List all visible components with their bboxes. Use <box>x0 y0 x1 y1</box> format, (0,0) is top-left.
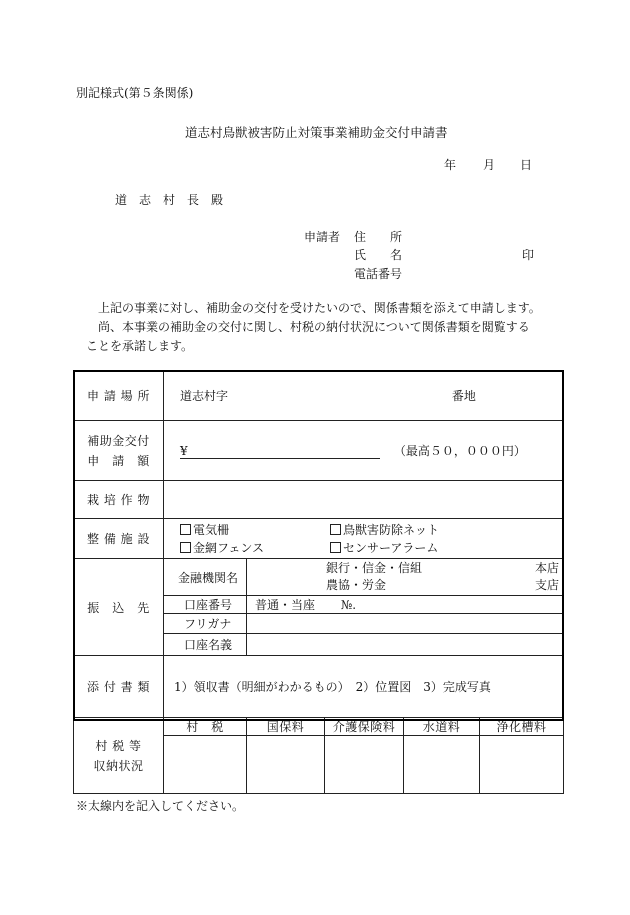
branch-sub: 支店 <box>535 578 560 592</box>
body-text-line-1: 上記の事業に対し、補助金の交付を受けたいので、関係書類を添えて申請します。 <box>98 301 541 315</box>
attachments-list: 1）領収書（明細がわかるもの） 2）位置図 3）完成写真 <box>164 656 564 718</box>
checkbox-icon <box>330 542 341 553</box>
date-month-label: 月 <box>483 158 496 172</box>
facility-option-label: 鳥獣害防除ネット <box>343 522 440 537</box>
tax-column-health-insurance: 国保料 <box>247 718 325 736</box>
tax-label-line-2: 収納状況 <box>93 758 144 773</box>
checkbox-icon <box>180 524 191 535</box>
facility-options-line-1 <box>180 521 559 539</box>
body-text-line-3: ことを承諾します。 <box>86 339 194 353</box>
checkbox-icon <box>180 542 191 553</box>
date-year-label: 年 <box>444 158 457 172</box>
crop-field[interactable] <box>164 481 564 519</box>
application-form-table <box>73 370 564 794</box>
amount-label-line-2: 申 請 額 <box>87 453 150 468</box>
tax-header-row <box>74 718 564 736</box>
bank-name-field[interactable] <box>247 559 564 596</box>
facility-options <box>164 519 564 559</box>
location-prefix: 道志村字 <box>180 389 229 403</box>
applicant-address-label: 住 所 <box>354 230 403 244</box>
tax-label <box>74 718 164 794</box>
attachments-label: 添 付 書 類 <box>74 656 164 718</box>
facility-option-sensor[interactable] <box>330 541 438 555</box>
tax-label-line-1: 村 税 等 <box>95 738 142 753</box>
tax-column-care-insurance: 介護保険料 <box>325 718 404 736</box>
branch-main: 本店 <box>535 561 560 575</box>
body-text-line-2: 尚、本事業の補助金の交付に関し、村税の納付状況について関係書類を閲覧する <box>98 320 530 334</box>
facility-option-electric-fence[interactable] <box>180 521 330 539</box>
document-title: 道志村鳥獣被害防止対策事業補助金交付申請書 <box>185 125 448 140</box>
facility-option-wire-fence[interactable] <box>180 539 330 557</box>
tax-cell-care-insurance[interactable] <box>325 736 404 794</box>
account-type: 普通・当座 <box>255 598 316 612</box>
crop-row <box>74 481 564 519</box>
addressee: 道 志 村 長 殿 <box>115 193 224 207</box>
facility-row <box>74 519 564 559</box>
date-day-label: 日 <box>520 158 533 172</box>
amount-label-line-1: 補助金交付 <box>87 433 150 448</box>
facility-option-net[interactable] <box>330 523 439 537</box>
applicant-name-label: 氏 名 <box>354 248 403 262</box>
facility-options-line-2 <box>180 539 559 557</box>
amount-field[interactable] <box>164 421 564 481</box>
facility-option-label: 金網フェンス <box>193 540 265 555</box>
form-label: 別記様式(第５条関係) <box>76 86 194 100</box>
tax-column-septic: 浄化槽料 <box>480 718 564 736</box>
facility-option-label: センサーアラーム <box>343 540 439 555</box>
amount-note: （最高５０，０００円） <box>393 444 526 458</box>
tax-column-village-tax: 村 税 <box>164 718 247 736</box>
furigana-field[interactable] <box>247 614 564 634</box>
checkbox-icon <box>330 524 341 535</box>
tax-cell-septic[interactable] <box>480 736 564 794</box>
footer-note: ※太線内を記入してください。 <box>76 799 245 813</box>
bank-types-2: 農協・労金 <box>326 578 387 592</box>
account-number-label: 口座番号 <box>164 596 247 614</box>
tax-cell-water[interactable] <box>404 736 480 794</box>
account-no-label: №. <box>340 598 357 612</box>
bank-row <box>74 559 564 596</box>
applicant-phone-label: 電話番号 <box>354 267 403 281</box>
applicant-label: 申請者 <box>304 230 341 244</box>
account-name-label: 口座名義 <box>164 634 247 656</box>
facility-option-label: 電気柵 <box>193 522 230 537</box>
location-suffix: 番地 <box>451 389 476 403</box>
amount-label <box>74 421 164 481</box>
bank-types-line-1 <box>251 560 559 577</box>
account-number-field[interactable] <box>247 596 564 614</box>
crop-label: 栽 培 作 物 <box>74 481 164 519</box>
account-name-field[interactable] <box>247 634 564 656</box>
attachments-row <box>74 656 564 718</box>
bank-name-label: 金融機関名 <box>164 559 247 596</box>
transfer-label: 振 込 先 <box>74 559 164 656</box>
facility-label: 整 備 施 設 <box>74 519 164 559</box>
tax-cell-health-insurance[interactable] <box>247 736 325 794</box>
seal-mark: 印 <box>522 248 535 262</box>
amount-row <box>74 421 564 481</box>
tax-column-water: 水道料 <box>404 718 480 736</box>
location-field[interactable] <box>164 371 564 421</box>
tax-cell-village-tax[interactable] <box>164 736 247 794</box>
location-row <box>74 371 564 421</box>
location-label: 申 請 場 所 <box>74 371 164 421</box>
furigana-label: フリガナ <box>164 614 247 634</box>
bank-types-line-2 <box>251 577 559 594</box>
bank-types-1: 銀行・信金・信組 <box>326 561 423 575</box>
yen-symbol: ¥ <box>180 444 188 458</box>
amount-underline <box>180 444 380 459</box>
